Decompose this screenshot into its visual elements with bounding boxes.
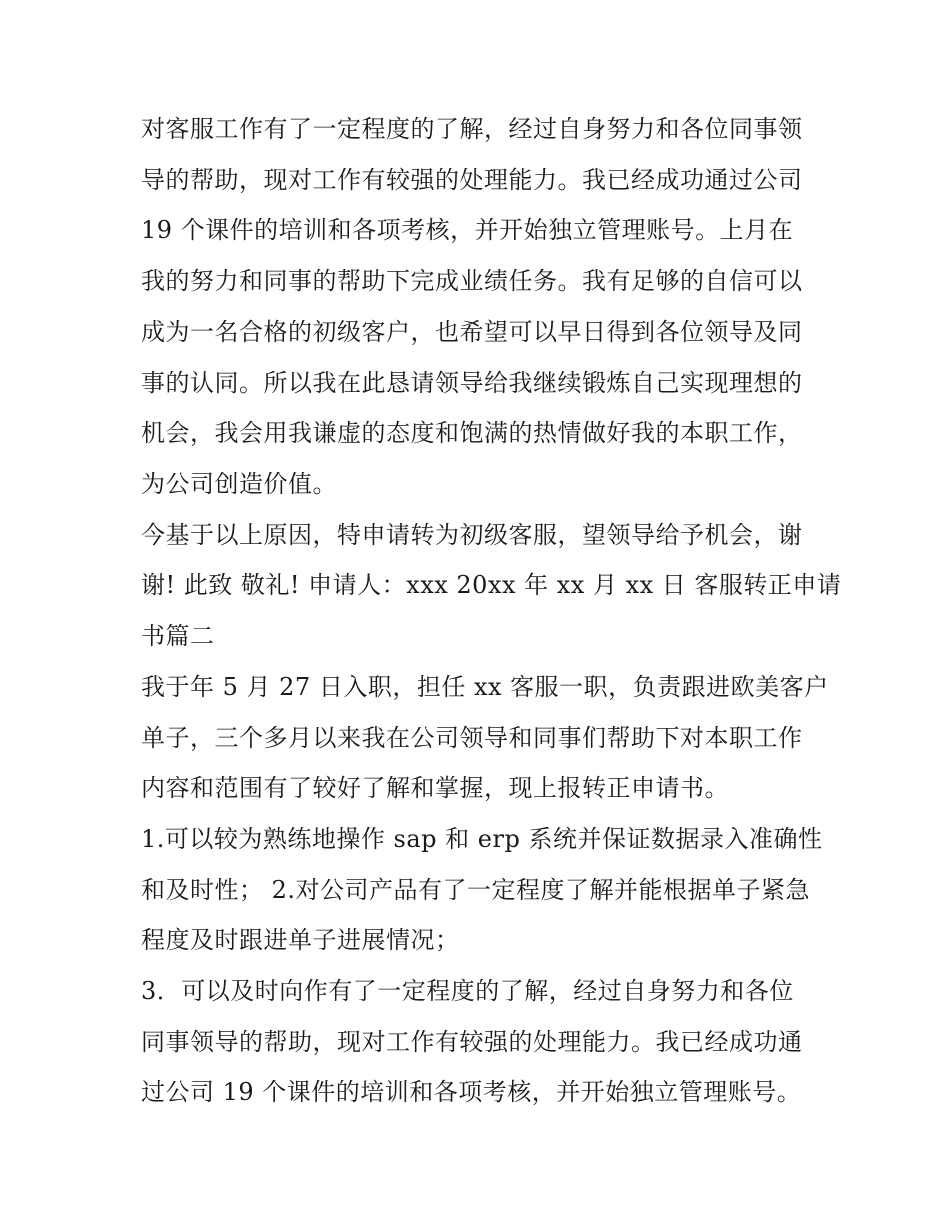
text-line: 谢! 此致 敬礼! 申请人：xxx 20xx 年 xx 月 xx 日 客服转正申请	[141, 571, 842, 599]
text-line: 机会，我会用我谦虚的态度和饱满的热情做好我的本职工作，	[141, 419, 803, 447]
text-line: 3．可以及时向作有了一定程度的了解，经过自身努力和各位	[141, 977, 794, 1005]
text-line: 我的努力和同事的帮助下完成业绩任务。我有足够的自信可以	[141, 267, 803, 295]
text-line: 今基于以上原因，特申请转为初级客服，望领导给予机会，谢	[141, 521, 803, 549]
text-line: 成为一名合格的初级客户，也希望可以早日得到各位领导及同	[141, 318, 803, 346]
text-line: 1.可以较为熟练地操作 sap 和 erp 系统并保证数据录入准确性	[141, 825, 823, 853]
text-line: 我于年 5 月 27 日入职，担任 xx 客服一职，负责跟进欧美客户	[141, 673, 829, 701]
text-line: 书篇二	[141, 622, 215, 650]
text-line: 单子，三个多月以来我在公司领导和同事们帮助下对本职工作	[141, 724, 803, 752]
text-line: 为公司创造价值。	[141, 470, 337, 498]
text-line: 19 个课件的培训和各项考核，并开始独立管理账号。上月在	[141, 216, 794, 244]
text-line: 导的帮助，现对工作有较强的处理能力。我已经成功通过公司	[141, 166, 803, 194]
text-line: 和及时性； 2.对公司产品有了一定程度了解并能根据单子紧急	[141, 876, 811, 904]
text-line: 同事领导的帮助，现对工作有较强的处理能力。我已经成功通	[141, 1028, 803, 1056]
text-line: 过公司 19 个课件的培训和各项考核，并开始独立管理账号。	[141, 1078, 802, 1106]
text-line: 内容和范围有了较好了解和掌握，现上报转正申请书。	[141, 774, 729, 802]
text-line: 事的认同。所以我在此恳请领导给我继续锻炼自己实现理想的	[141, 369, 803, 397]
text-line: 程度及时跟进单子进展情况；	[141, 926, 460, 954]
text-line: 对客服工作有了一定程度的了解，经过自身努力和各位同事领	[141, 115, 803, 143]
